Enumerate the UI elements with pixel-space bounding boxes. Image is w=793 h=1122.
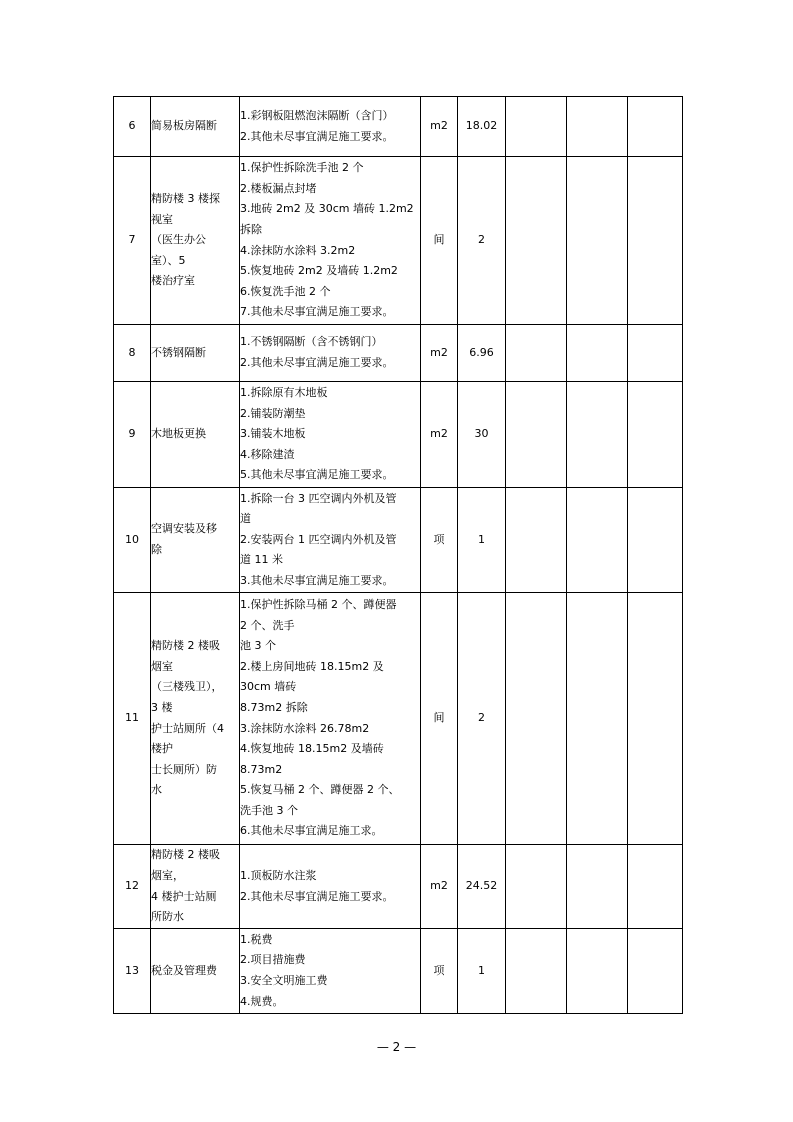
item-description xyxy=(240,488,421,593)
empty-cell xyxy=(628,593,683,845)
item-description-line: 1.拆除一台 3 匹空调内外机及管 xyxy=(240,491,397,505)
item-description-line: 4.恢复地砖 18.15m2 及墙砖 xyxy=(240,742,384,756)
item-description-line: 1.不锈钢隔断（含不锈钢门） xyxy=(240,335,383,349)
empty-cell xyxy=(506,157,567,325)
item-number: 8 xyxy=(114,325,151,382)
item-unit: 项 xyxy=(421,488,458,593)
table-row xyxy=(114,157,683,325)
item-description-line: 7.其他未尽事宜满足施工要求。 xyxy=(240,305,394,319)
item-quantity: 2 xyxy=(458,157,506,325)
empty-cell xyxy=(506,929,567,1014)
item-description-line: 6.恢复洗手池 2 个 xyxy=(240,284,331,298)
item-description-line: 6.其他未尽事宜满足施工求。 xyxy=(240,824,383,838)
item-quantity: 18.02 xyxy=(458,97,506,157)
item-number: 9 xyxy=(114,382,151,488)
item-name-line: 税金及管理费 xyxy=(151,963,217,977)
item-name xyxy=(151,157,240,325)
item-description-line: 2 个、洗手 xyxy=(240,618,295,632)
empty-cell xyxy=(567,97,628,157)
item-name-line: 烟室 xyxy=(151,659,173,673)
item-description-line: 5.恢复马桶 2 个、蹲便器 2 个、 xyxy=(240,783,400,797)
item-unit: 间 xyxy=(421,157,458,325)
item-description-line: 拆除 xyxy=(240,222,262,236)
item-description-line: 8.73m2 xyxy=(240,762,283,776)
item-description-line: 1.彩钢板阻燃泡沫隔断（含门） xyxy=(240,108,394,122)
empty-cell xyxy=(567,157,628,325)
item-description-line: 2.项目措施费 xyxy=(240,953,306,967)
item-description-line: 道 11 米 xyxy=(240,553,283,567)
item-number: 11 xyxy=(114,593,151,845)
item-description-line: 3.其他未尽事宜满足施工要求。 xyxy=(240,573,394,587)
item-name-line: 3 楼 xyxy=(151,700,173,714)
item-description-line: 2.其他未尽事宜满足施工要求。 xyxy=(240,356,394,369)
item-description-line: 2.其他未尽事宜满足施工要求。 xyxy=(240,889,394,903)
item-name-line: 木地板更换 xyxy=(151,427,206,441)
item-number: 12 xyxy=(114,845,151,929)
table-row xyxy=(114,325,683,382)
item-name-line: 精防楼 2 楼吸 xyxy=(151,639,220,653)
item-description-line: 5.恢复地砖 2m2 及墙砖 1.2m2 xyxy=(240,264,398,278)
item-name-line: 所防水 xyxy=(151,910,184,924)
item-description-line: 4.涂抹防水涂料 3.2m2 xyxy=(240,243,356,257)
empty-cell xyxy=(628,845,683,929)
item-description-line: 3.铺装木地板 xyxy=(240,427,306,441)
item-name-line: 空调安装及移 xyxy=(151,522,217,536)
item-description-line: 1.税费 xyxy=(240,932,273,946)
item-description xyxy=(240,325,421,382)
item-unit: 间 xyxy=(421,593,458,845)
item-name-line: 简易板房隔断 xyxy=(151,119,217,133)
item-number: 10 xyxy=(114,488,151,593)
page-number: — 2 — xyxy=(376,1040,417,1054)
empty-cell xyxy=(506,488,567,593)
item-description-line: 4.移除建渣 xyxy=(240,447,295,461)
item-name xyxy=(151,593,240,845)
empty-cell xyxy=(628,929,683,1014)
item-description-line: 2.楼板漏点封堵 xyxy=(240,181,317,195)
item-number: 13 xyxy=(114,929,151,1014)
item-description-line: 1.拆除原有木地板 xyxy=(240,386,328,400)
empty-cell xyxy=(628,97,683,157)
item-description-line: 2.铺装防潮垫 xyxy=(240,406,306,420)
empty-cell xyxy=(628,325,683,382)
item-description-line: 1.顶板防水注浆 xyxy=(240,868,317,882)
item-name-line: 除 xyxy=(151,543,162,556)
item-name xyxy=(151,325,240,382)
item-quantity: 1 xyxy=(458,929,506,1014)
item-description-line: 1.保护性拆除洗手池 2 个 xyxy=(240,161,364,175)
table-row xyxy=(114,929,683,1014)
empty-cell xyxy=(506,325,567,382)
empty-cell xyxy=(567,382,628,488)
item-name-line: 精防楼 3 楼探 xyxy=(151,192,220,206)
item-description-line: 8.73m2 拆除 xyxy=(240,700,308,714)
item-description-line: 3.涂抹防水涂料 26.78m2 xyxy=(240,721,370,735)
item-description xyxy=(240,845,421,929)
item-description xyxy=(240,157,421,325)
table-row xyxy=(114,593,683,845)
item-description xyxy=(240,382,421,488)
item-description-line: 道 xyxy=(240,512,251,526)
item-quantity: 24.52 xyxy=(458,845,506,929)
item-description-line: 池 3 个 xyxy=(240,639,276,653)
empty-cell xyxy=(567,488,628,593)
item-description xyxy=(240,97,421,157)
item-description-line: 2.楼上房间地砖 18.15m2 及 xyxy=(240,659,384,673)
item-name-line: 楼护 xyxy=(151,742,173,756)
item-name xyxy=(151,382,240,488)
item-description-line: 2.其他未尽事宜满足施工要求。 xyxy=(240,129,394,143)
item-description xyxy=(240,929,421,1014)
item-number: 6 xyxy=(114,97,151,157)
item-quantity: 2 xyxy=(458,593,506,845)
item-description-line: 3.地砖 2m2 及 30cm 墙砖 1.2m2 xyxy=(240,202,414,216)
item-quantity: 1 xyxy=(458,488,506,593)
item-unit: m2 xyxy=(421,325,458,382)
item-name-line: 精防楼 2 楼吸 xyxy=(151,848,220,862)
item-name-line: 烟室， xyxy=(151,868,184,882)
empty-cell xyxy=(628,382,683,488)
empty-cell xyxy=(506,382,567,488)
item-unit: m2 xyxy=(421,845,458,929)
item-unit: m2 xyxy=(421,382,458,488)
empty-cell xyxy=(567,593,628,845)
table-row xyxy=(114,488,683,593)
item-name-line: （医生办公 xyxy=(151,233,206,247)
item-description xyxy=(240,593,421,845)
item-quantity: 6.96 xyxy=(458,325,506,382)
empty-cell xyxy=(567,325,628,382)
item-name-line: 士长厕所）防 xyxy=(151,762,217,776)
item-name-line: 楼治疗室 xyxy=(151,274,195,288)
item-name-line: 不锈钢隔断 xyxy=(151,345,206,359)
item-number: 7 xyxy=(114,157,151,325)
item-unit: 项 xyxy=(421,929,458,1014)
item-description-line: 5.其他未尽事宜满足施工要求。 xyxy=(240,468,394,482)
empty-cell xyxy=(628,488,683,593)
quantity-table xyxy=(113,96,683,1014)
item-name-line: 护士站厕所（4 xyxy=(151,721,224,735)
item-name-line: 视室 xyxy=(151,212,173,226)
item-name-line: （三楼残卫）， xyxy=(151,680,223,694)
item-name-line: 4 楼护士站厕 xyxy=(151,889,217,903)
item-description-line: 2.安装两台 1 匹空调内外机及管 xyxy=(240,532,397,546)
item-description-line: 30cm 墙砖 xyxy=(240,680,297,694)
item-name xyxy=(151,929,240,1014)
item-name xyxy=(151,97,240,157)
empty-cell xyxy=(567,845,628,929)
empty-cell xyxy=(567,929,628,1014)
item-description-line: 3.安全文明施工费 xyxy=(240,974,328,987)
table-row xyxy=(114,97,683,157)
empty-cell xyxy=(628,157,683,325)
item-description-line: 洗手池 3 个 xyxy=(240,803,298,817)
item-name xyxy=(151,845,240,929)
empty-cell xyxy=(506,97,567,157)
table-row xyxy=(114,382,683,488)
item-name xyxy=(151,488,240,593)
item-description-line: 4.规费。 xyxy=(240,994,284,1008)
item-name-line: 室）、5 xyxy=(151,253,186,267)
table-row xyxy=(114,845,683,929)
empty-cell xyxy=(506,593,567,845)
empty-cell xyxy=(506,845,567,929)
item-quantity: 30 xyxy=(458,382,506,488)
item-name-line: 水 xyxy=(151,783,162,797)
item-unit: m2 xyxy=(421,97,458,157)
item-description-line: 1.保护性拆除马桶 2 个、蹲便器 xyxy=(240,597,397,611)
